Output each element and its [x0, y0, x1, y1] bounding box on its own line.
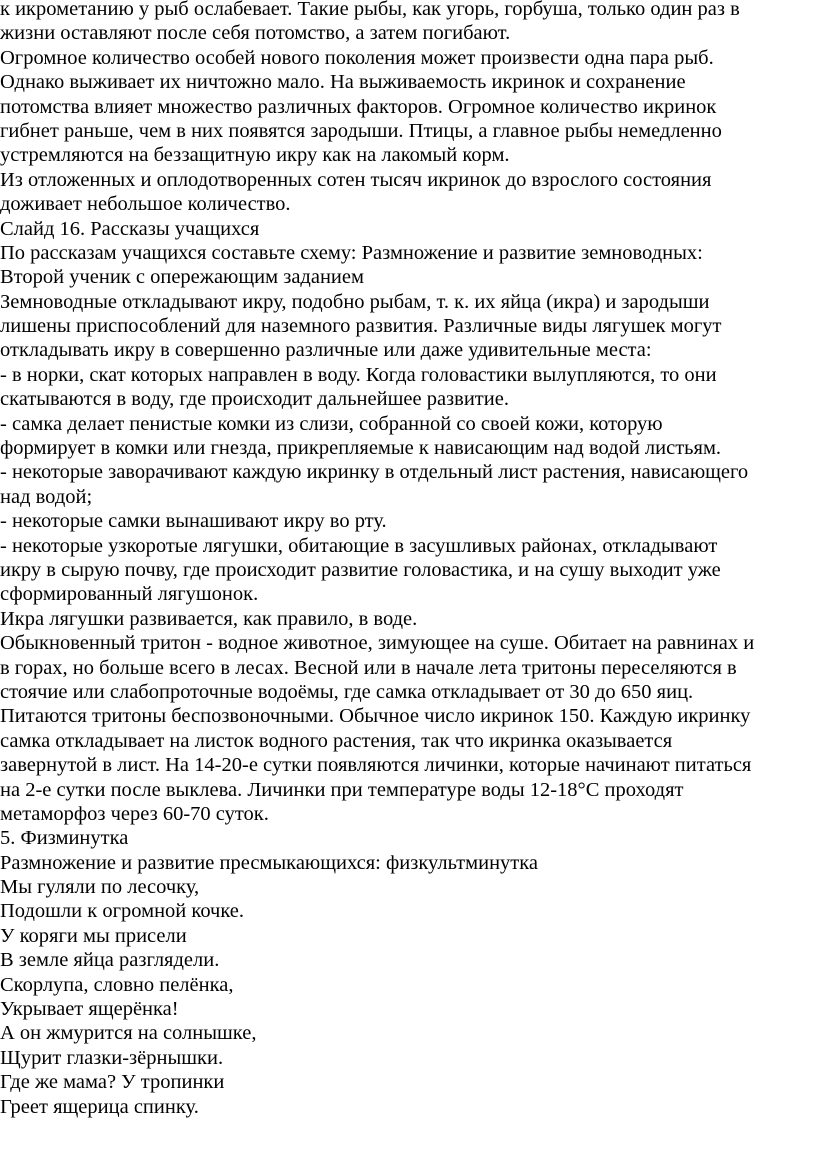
poem-line: В земле яйца разглядели. [0, 949, 220, 972]
text-line: стоячие или слабопроточные водоёмы, где самка откладывает от 30 до 650 яиц. [0, 680, 694, 703]
poem-line: Укрывает ящерёнка! [0, 998, 179, 1021]
poem-line: Скорлупа, словно пелёнка, [0, 973, 234, 996]
text-line: доживает небольшое количество. [0, 193, 291, 216]
list-item-text: - некоторые заворачивают каждую икринку в отдельный лист растения, нависающего [0, 461, 749, 484]
list-item-text: сформированный лягушонок. [0, 583, 259, 606]
text-line: Из отложенных и оплодотворенных сотен тысяч икринок до взрослого состояния [0, 168, 712, 191]
text-line: на 2-е сутки после выклева. Личинки при температуре воды 12-18°С проходят [0, 778, 684, 801]
text-line: гибнет раньше, чем в них появятся зародыши. Птицы, а главное рыбы немедленно [0, 119, 722, 142]
text-line: откладывать икру в совершенно различные или даже удивительные места: [0, 339, 652, 362]
text-line: Питаются тритоны беспозвоночными. Обычное число икринок 150. Каждую икринку [0, 705, 751, 728]
list-item-text: - некоторые узкоротые лягушки, обитающие в засушливых районах, откладывают [0, 534, 718, 557]
text-line: лишены приспособлений для наземного развития. Различные виды лягушек могут [0, 315, 722, 338]
poem-line: Где же мама? У тропинки [0, 1071, 225, 1094]
text-line: потомства влияет множество различных факторов. Огромное количество икринок [0, 95, 717, 118]
list-item-text: формирует в комки или гнезда, прикрепляемые к нависающим над водой листьям. [0, 437, 722, 460]
poem-line: Подошли к огромной кочке. [0, 900, 245, 923]
poem-line: Щурит глазки-зёрнышки. [0, 1046, 224, 1069]
poem-line: Греет ящерица спинку. [0, 1095, 199, 1118]
text-line: в горах, но больше всего в лесах. Весной или в начале лета тритоны переселяются в [0, 656, 737, 679]
text-line: Второй ученик с опережающим заданием [0, 266, 364, 289]
text-line: Однако выживает их ничтожно мало. На выживаемость икринок и сохранение [0, 71, 686, 94]
text-line: Обыкновенный тритон - водное животное, зимующее на суше. Обитает на равнинах и [0, 632, 755, 655]
text-line: к икрометанию у рыб ослабевает. Такие рыбы, как угорь, горбуша, только один раз в [0, 0, 740, 20]
list-item-text: над водой; [0, 485, 93, 508]
text-line: Огромное количество особей нового поколения может произвести одна пара рыб. [0, 46, 714, 69]
list-item-text: - в норки, скат которых направлен в воду. Когда головастики вылупляются, то они [0, 363, 717, 386]
list-item-text: икру в сырую почву, где происходит развитие головастика, и на сушу выходит уже [0, 558, 721, 581]
list-item-text: - некоторые самки вынашивают икру во рту. [0, 510, 387, 533]
text-line: самка откладывает на листок водного растения, так что икринка оказывается [0, 729, 673, 752]
text-line: Икра лягушки развивается, как правило, в воде. [0, 607, 418, 630]
poem-line: У коряги мы присели [0, 924, 187, 947]
text-line: метаморфоз через 60-70 суток. [0, 802, 269, 825]
text-line: По рассказам учащихся составьте схему: Размножение и развитие земноводных: [0, 241, 703, 264]
poem-line: А он жмурится на солнышке, [0, 1022, 257, 1045]
text-line: Размножение и развитие пресмыкающихся: физкультминутка [0, 851, 538, 874]
text-line: Земноводные откладывают икру, подобно рыбам, т. к. их яйца (икра) и зародыши [0, 290, 710, 313]
poem-line: Мы гуляли по лесочку, [0, 876, 200, 899]
text-line: устремляются на беззащитную икру как на лакомый корм. [0, 144, 510, 167]
section-heading: 5. Физминутка [0, 827, 129, 850]
text-line: завернутой в лист. На 14-20-е сутки появляются личинки, которые начинают питаться [0, 754, 752, 777]
slide-heading: Слайд 16. Рассказы учащихся [0, 217, 260, 240]
list-item-text: скатываются в воду, где происходит дальнейшее развитие. [0, 388, 509, 411]
text-line: жизни оставляют после себя потомство, а затем погибают. [0, 22, 511, 45]
list-item-text: - самка делает пенистые комки из слизи, собранной со своей кожи, которую [0, 412, 663, 435]
